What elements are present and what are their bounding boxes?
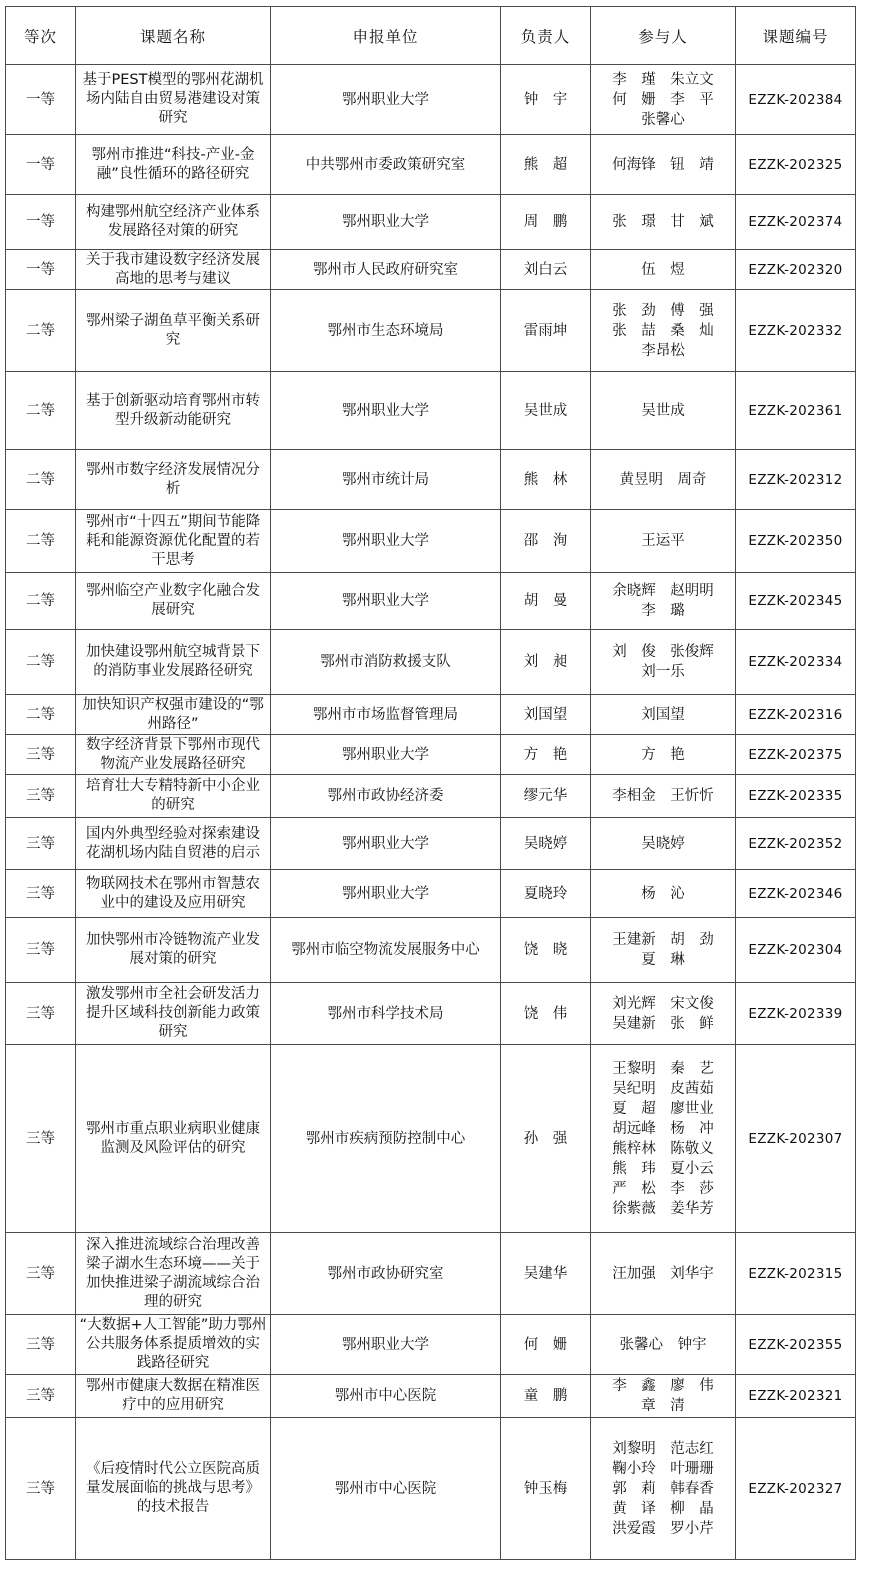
unit-cell: 鄂州市科学技术局 [271,983,501,1045]
participants-cell: 余晓辉 赵明明 李 璐 [591,573,736,630]
grade-cell: 二等 [6,695,76,735]
leader-cell: 饶 伟 [501,983,591,1045]
code-cell: EZZK-202384 [736,65,856,135]
leader-cell: 刘国望 [501,695,591,735]
unit-cell: 鄂州职业大学 [271,195,501,250]
title-cell: 基于PEST模型的鄂州花湖机场内陆自由贸易港建设对策研究 [76,65,271,135]
unit-cell: 鄂州市消防救援支队 [271,630,501,695]
title-cell: 物联网技术在鄂州市智慧农业中的建设及应用研究 [76,870,271,918]
grade-cell: 三等 [6,918,76,983]
participants-cell: 李相金 王忻忻 [591,775,736,818]
grade-cell: 三等 [6,1233,76,1315]
grade-cell: 三等 [6,870,76,918]
leader-cell: 钟玉梅 [501,1418,591,1560]
unit-cell: 鄂州市中心医院 [271,1375,501,1418]
unit-cell: 鄂州市政协研究室 [271,1233,501,1315]
title-cell: 鄂州市重点职业病职业健康监测及风险评估的研究 [76,1045,271,1233]
title-cell: 《后疫情时代公立医院高质量发展面临的挑战与思考》的技术报告 [76,1418,271,1560]
unit-cell: 鄂州职业大学 [271,573,501,630]
table-row [6,630,856,695]
title-cell: 加快鄂州市冷链物流产业发展对策的研究 [76,918,271,983]
title-cell: 加快知识产权强市建设的“鄂州路径” [76,695,271,735]
table-row [6,450,856,510]
leader-cell: 雷雨坤 [501,290,591,372]
leader-cell: 刘白云 [501,250,591,290]
grade-cell: 二等 [6,372,76,450]
participants-cell: 伍 煜 [591,250,736,290]
leader-cell: 夏晓玲 [501,870,591,918]
grade-cell: 三等 [6,818,76,870]
unit-cell: 鄂州职业大学 [271,65,501,135]
table-row [6,983,856,1045]
code-cell: EZZK-202355 [736,1315,856,1375]
code-cell: EZZK-202339 [736,983,856,1045]
title-cell: 激发鄂州市全社会研发活力 提升区域科技创新能力政策研究 [76,983,271,1045]
leader-cell: 缪元华 [501,775,591,818]
leader-cell: 吴晓婷 [501,818,591,870]
table-row [6,1045,856,1233]
table-row [6,573,856,630]
unit-cell: 鄂州市人民政府研究室 [271,250,501,290]
code-cell: EZZK-202352 [736,818,856,870]
grade-cell: 一等 [6,65,76,135]
code-cell: EZZK-202350 [736,510,856,573]
participants-cell: 张 璟 甘 斌 [591,195,736,250]
participants-cell: 张馨心 钟宇 [591,1315,736,1375]
code-cell: EZZK-202321 [736,1375,856,1418]
table-row [6,372,856,450]
grade-cell: 一等 [6,250,76,290]
leader-cell: 刘 昶 [501,630,591,695]
grade-cell: 三等 [6,1375,76,1418]
grade-cell: 三等 [6,1315,76,1375]
table-row [6,1418,856,1560]
leader-cell: 吴建华 [501,1233,591,1315]
code-cell: EZZK-202361 [736,372,856,450]
code-cell: EZZK-202327 [736,1418,856,1560]
table-row [6,1233,856,1315]
participants-cell: 刘黎明 范志红 鞠小玲 叶珊珊 郭 莉 韩春香 黄 译 柳 晶 洪爱霞 罗小芹 [591,1418,736,1560]
table-row [6,695,856,735]
unit-cell: 鄂州职业大学 [271,735,501,775]
table-row [6,870,856,918]
grade-cell: 三等 [6,1418,76,1560]
header-participants: 参与人 [591,7,736,65]
header-grade: 等次 [6,7,76,65]
participants-cell: 刘光辉 宋文俊 吴建新 张 鲜 [591,983,736,1045]
participants-cell: 黄昱明 周奇 [591,450,736,510]
leader-cell: 方 艳 [501,735,591,775]
title-cell: 鄂州市推进“科技-产业-金融”良性循环的路径研究 [76,135,271,195]
table-row [6,1375,856,1418]
grade-cell: 三等 [6,775,76,818]
grade-cell: 一等 [6,195,76,250]
title-cell: 关于我市建设数字经济发展高地的思考与建议 [76,250,271,290]
grade-cell: 三等 [6,1045,76,1233]
unit-cell: 鄂州市临空物流发展服务中心 [271,918,501,983]
unit-cell: 鄂州市中心医院 [271,1418,501,1560]
leader-cell: 胡 曼 [501,573,591,630]
grade-cell: 三等 [6,735,76,775]
unit-cell: 鄂州市疾病预防控制中心 [271,1045,501,1233]
participants-cell: 何海锋 钮 靖 [591,135,736,195]
header-row [6,7,856,65]
header-leader: 负责人 [501,7,591,65]
title-cell: 数字经济背景下鄂州市现代物流产业发展路径研究 [76,735,271,775]
code-cell: EZZK-202315 [736,1233,856,1315]
header-unit: 申报单位 [271,7,501,65]
code-cell: EZZK-202316 [736,695,856,735]
table-row [6,1315,856,1375]
title-cell: 构建鄂州航空经济产业体系发展路径对策的研究 [76,195,271,250]
code-cell: EZZK-202346 [736,870,856,918]
code-cell: EZZK-202332 [736,290,856,372]
title-cell: 鄂州市“十四五”期间节能降耗和能源资源优化配置的若干思考 [76,510,271,573]
title-cell: “大数据+人工智能”助力鄂州公共服务体系提质增效的实践路径研究 [76,1315,271,1375]
unit-cell: 鄂州职业大学 [271,372,501,450]
title-cell: 基于创新驱动培育鄂州市转型升级新动能研究 [76,372,271,450]
code-cell: EZZK-202375 [736,735,856,775]
table-row [6,290,856,372]
leader-cell: 吴世成 [501,372,591,450]
title-cell: 鄂州市数字经济发展情况分析 [76,450,271,510]
table-row [6,735,856,775]
unit-cell: 鄂州市生态环境局 [271,290,501,372]
grade-cell: 三等 [6,983,76,1045]
code-cell: EZZK-202334 [736,630,856,695]
table-row [6,775,856,818]
leader-cell: 熊 超 [501,135,591,195]
unit-cell: 鄂州市政协经济委 [271,775,501,818]
code-cell: EZZK-202335 [736,775,856,818]
table-row [6,135,856,195]
table-row [6,195,856,250]
header-title: 课题名称 [76,7,271,65]
title-cell: 加快建设鄂州航空城背景下的消防事业发展路径研究 [76,630,271,695]
awards-table [5,6,856,1560]
participants-cell: 吴晓婷 [591,818,736,870]
participants-cell: 杨 沁 [591,870,736,918]
leader-cell: 童 鹏 [501,1375,591,1418]
unit-cell: 鄂州市统计局 [271,450,501,510]
title-cell: 鄂州市健康大数据在精准医疗中的应用研究 [76,1375,271,1418]
code-cell: EZZK-202325 [736,135,856,195]
code-cell: EZZK-202345 [736,573,856,630]
grade-cell: 二等 [6,450,76,510]
title-cell: 培育壮大专精特新中小企业的研究 [76,775,271,818]
grade-cell: 二等 [6,290,76,372]
leader-cell: 何 姗 [501,1315,591,1375]
grade-cell: 二等 [6,573,76,630]
leader-cell: 饶 晓 [501,918,591,983]
participants-cell: 汪加强 刘华宇 [591,1233,736,1315]
table-row [6,510,856,573]
participants-cell: 李 鑫 廖 伟 章 清 [591,1375,736,1418]
leader-cell: 周 鹏 [501,195,591,250]
participants-cell: 王黎明 秦 艺 吴纪明 皮茜茹 夏 超 廖世业 胡远峰 杨 冲 熊梓林 陈敬义 熊 玮 夏小云 严 松 李 莎 徐紫薇 姜华芳 [591,1045,736,1233]
table-row [6,65,856,135]
table-row [6,818,856,870]
table-row [6,250,856,290]
grade-cell: 二等 [6,630,76,695]
leader-cell: 孙 强 [501,1045,591,1233]
unit-cell: 鄂州市市场监督管理局 [271,695,501,735]
grade-cell: 一等 [6,135,76,195]
title-cell: 鄂州临空产业数字化融合发展研究 [76,573,271,630]
participants-cell: 吴世成 [591,372,736,450]
header-code: 课题编号 [736,7,856,65]
leader-cell: 熊 林 [501,450,591,510]
participants-cell: 方 艳 [591,735,736,775]
participants-cell: 李 瑾 朱立文 何 姗 李 平 张馨心 [591,65,736,135]
participants-cell: 刘 俊 张俊辉 刘一乐 [591,630,736,695]
leader-cell: 钟 宇 [501,65,591,135]
code-cell: EZZK-202307 [736,1045,856,1233]
code-cell: EZZK-202312 [736,450,856,510]
unit-cell: 鄂州职业大学 [271,510,501,573]
code-cell: EZZK-202304 [736,918,856,983]
code-cell: EZZK-202320 [736,250,856,290]
participants-cell: 王建新 胡 劲 夏 琳 [591,918,736,983]
title-cell: 国内外典型经验对探索建设花湖机场内陆自贸港的启示 [76,818,271,870]
participants-cell: 王运平 [591,510,736,573]
participants-cell: 张 劲 傅 强 张 喆 桑 灿 李昂松 [591,290,736,372]
table-row [6,918,856,983]
unit-cell: 鄂州职业大学 [271,818,501,870]
title-cell: 深入推进流域综合治理改善梁子湖水生态环境——关于加快推进梁子湖流域综合治理的研究 [76,1233,271,1315]
unit-cell: 中共鄂州市委政策研究室 [271,135,501,195]
leader-cell: 邵 洵 [501,510,591,573]
title-cell: 鄂州梁子湖鱼草平衡关系研究 [76,290,271,372]
unit-cell: 鄂州职业大学 [271,1315,501,1375]
code-cell: EZZK-202374 [736,195,856,250]
unit-cell: 鄂州职业大学 [271,870,501,918]
participants-cell: 刘国望 [591,695,736,735]
grade-cell: 二等 [6,510,76,573]
